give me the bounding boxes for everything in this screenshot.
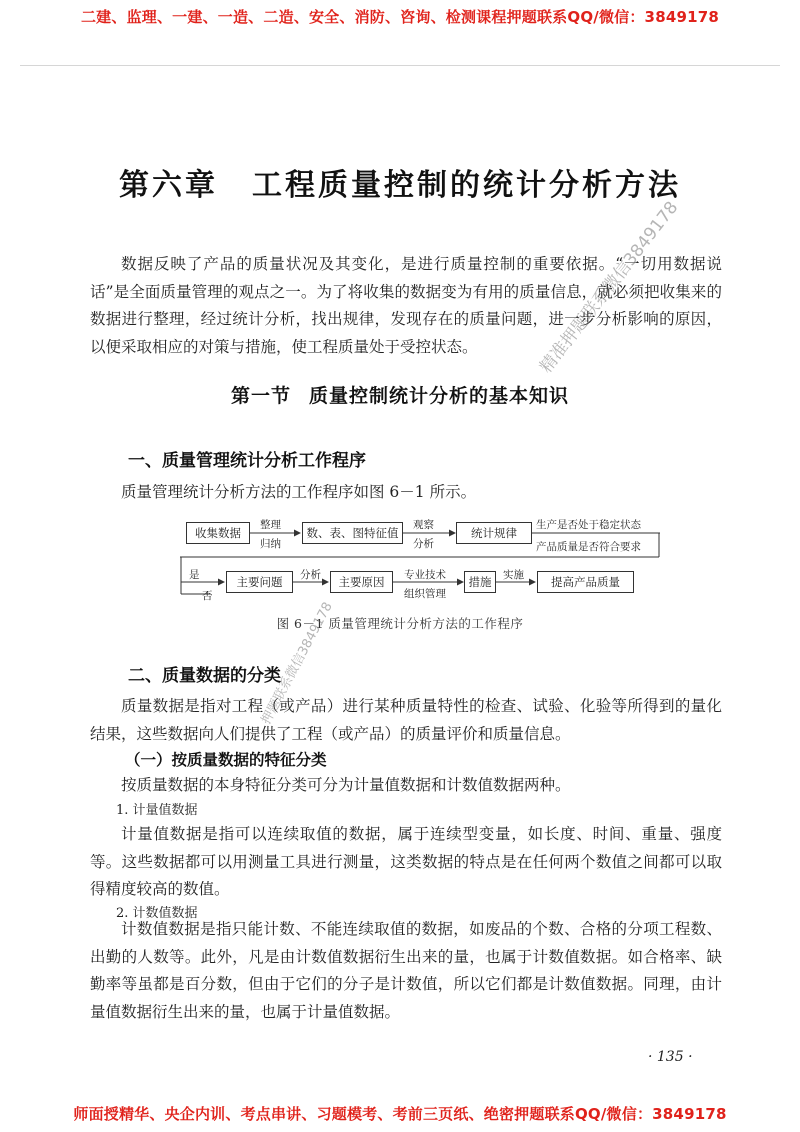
flow-intro-paragraph: 质量管理统计分析方法的工作程序如图 6－1 所示。 [121, 483, 477, 501]
label-analysis: 分析 [300, 569, 321, 581]
box-improve-quality: 提高产品质量 [537, 571, 634, 593]
box-main-cause: 主要原因 [330, 571, 393, 593]
workflow-flowchart [180, 512, 660, 602]
heading-data-classification: 二、质量数据的分类 [128, 666, 281, 686]
chapter-number: 第六章 [119, 168, 218, 203]
chapter-name: 工程质量控制的统计分析方法 [252, 168, 681, 203]
item1-title: 1. 计量值数据 [116, 803, 198, 818]
item2-title: 2. 计数值数据 [116, 906, 198, 921]
quality-data-paragraph: 质量数据是指对工程（或产品）进行某种质量特性的检查、试验、化验等所得到的量化结果，这些数据向人们提供了工程（或产品）的质量评价和质量信息。 [90, 697, 722, 743]
figure-caption: 图 6－1 质量管理统计分析方法的工作程序 [276, 616, 524, 631]
label-no: 否 [202, 590, 213, 602]
label-induce: 归纳 [260, 538, 281, 550]
page-number: · 135 · [648, 1049, 693, 1065]
label-implement: 实施 [503, 569, 524, 581]
label-yes: 是 [189, 569, 200, 581]
box-collect-data: 收集数据 [186, 522, 250, 544]
label-observe: 观察 [413, 519, 434, 531]
heading-workflow: 一、质量管理统计分析工作程序 [128, 451, 366, 471]
label-org-management: 组织管理 [404, 588, 446, 600]
label-analyze: 分析 [413, 538, 434, 550]
label-arrange: 整理 [260, 519, 281, 531]
subheading-feature-classification: （一）按质量数据的特征分类 [125, 750, 327, 769]
box-statistical-pattern: 统计规律 [456, 522, 532, 544]
top-banner-ad: 二建、监理、一建、一造、二造、安全、消防、咨询、检测课程押题联系QQ/微信：3849178 [80, 8, 720, 26]
scan-divider [20, 65, 780, 66]
chapter-title [0, 160, 800, 204]
intro-paragraph: 数据反映了产品的质量状况及其变化，是进行质量控制的重要依据。“一切用数据说话”是全面质量管理的观点之一。为了将收集的数据变为有用的质量信息，就必须把收集来的数据进行整理，经过统计分析，找出规律，发现存在的质量问题，进一步分析影响的原因，以便采取相应的对策与措施，使工程质量处于受控状态。 [90, 255, 722, 356]
feature-paragraph: 按质量数据的本身特征分类可分为计量值数据和计数值数据两种。 [121, 776, 571, 794]
watermark-upper: 精准押题联系微信3849178 [536, 197, 683, 377]
watermark-middle: 押题联系微信3849178 [258, 599, 336, 727]
label-stable-state: 生产是否处于稳定状态 [536, 519, 641, 531]
item1-paragraph: 计量值数据是指可以连续取值的数据，属于连续型变量，如长度、时间、重量、强度等。这些数据都可以用测量工具进行测量，这类数据的特点是在任何两个数值之间都可以取得精度较高的数值。 [90, 825, 722, 898]
box-main-problem: 主要问题 [226, 571, 293, 593]
section-number: 第一节 [230, 385, 291, 407]
bottom-banner-ad: 师面授精华、央企内训、考点串讲、习题模考、考前三页纸、绝密押题联系QQ/微信：3849178 [73, 1105, 727, 1123]
section-title [0, 381, 800, 408]
box-tables-charts: 数、表、图特征值 [302, 522, 403, 544]
section-name: 质量控制统计分析的基本知识 [309, 385, 570, 407]
label-quality-compliance: 产品质量是否符合要求 [536, 541, 641, 553]
item2-paragraph: 计数值数据是指只能计数、不能连续取值的数据，如废品的个数、合格的分项工程数、出勤的人数等。此外，凡是由计数值数据衍生出来的量，也属于计数值数据。如合格率、缺勤率等虽都是百分数，但由于它们的分子是计数值，所以它们都是计数值数据。同理，由计量值数据衍生出来的量，也属于计量值数据。 [90, 920, 722, 1021]
box-measures: 措施 [464, 571, 496, 593]
label-professional-tech: 专业技术 [404, 569, 446, 581]
